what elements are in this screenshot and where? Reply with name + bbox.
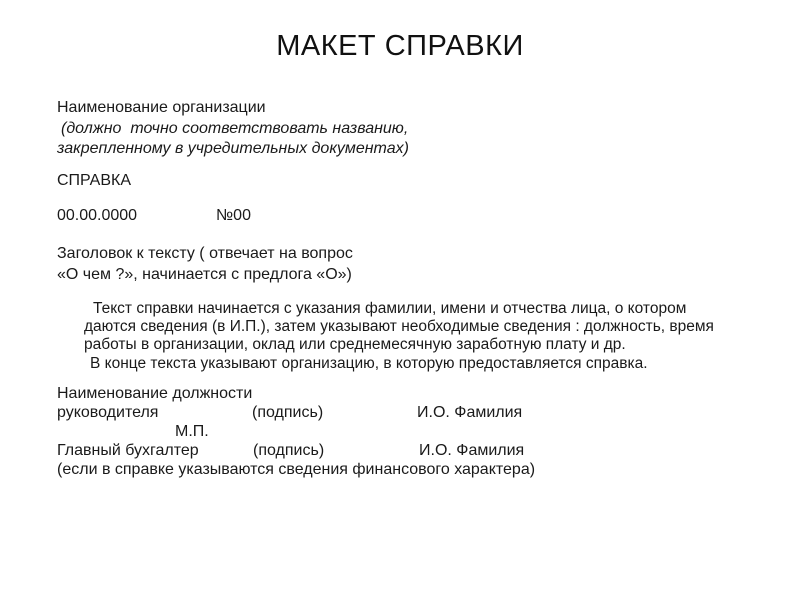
body-line: работы в организации, оклад или среднемесячную заработную плату и др. — [84, 336, 626, 354]
doc-date: 00.00.0000 — [57, 207, 138, 224]
heading-block — [57, 244, 353, 285]
accountant-role: Главный бухгалтер — [57, 442, 199, 459]
doc-kind-label: СПРАВКА — [57, 172, 131, 189]
body-line: Текст справки начинается с указания фамилии, имени и отчества лица, о котором — [93, 300, 687, 317]
accountant-name: И.О. Фамилия — [419, 442, 525, 459]
seal-mark: М.П. — [175, 423, 209, 440]
org-note-line-1: (должно точно соответствовать названию, — [61, 119, 409, 137]
accountant-signature-row — [0, 441, 800, 461]
accountant-signature: (подпись) — [253, 442, 325, 459]
financial-note-wrap — [57, 460, 535, 481]
financial-note: (если в справке указываются сведения финансового характера) — [57, 461, 536, 478]
body-line: В конце текста указывают организацию, в которую предоставляется справка. — [90, 354, 648, 372]
signature-position-title: Наименование должности — [57, 385, 253, 402]
head-name: И.О. Фамилия — [417, 404, 523, 421]
head-signature-row — [0, 403, 800, 423]
org-name-label: Наименование организации — [57, 99, 266, 116]
doc-kind-label-wrap — [57, 171, 131, 192]
doc-number: №00 — [216, 207, 251, 224]
seal-mark-wrap — [175, 422, 209, 443]
head-role: руководителя — [57, 404, 159, 421]
body-paragraph — [84, 300, 714, 373]
org-note-line-2: закрепленному в учредительных документах) — [57, 140, 409, 157]
heading-line-2: «О чем ?», начинается с предлога «О») — [57, 265, 352, 283]
body-line: даются сведения (в И.П.), затем указывают необходимые сведения : должность, время — [84, 318, 714, 336]
heading-line-1: Заголовок к тексту ( отвечает на вопрос — [57, 245, 353, 262]
slide-title: МАКЕТ СПРАВКИ — [276, 30, 524, 62]
org-name-block — [57, 98, 409, 160]
signature-position-title-wrap — [57, 384, 252, 405]
head-signature: (подпись) — [252, 404, 324, 421]
date-number-row — [0, 206, 800, 226]
